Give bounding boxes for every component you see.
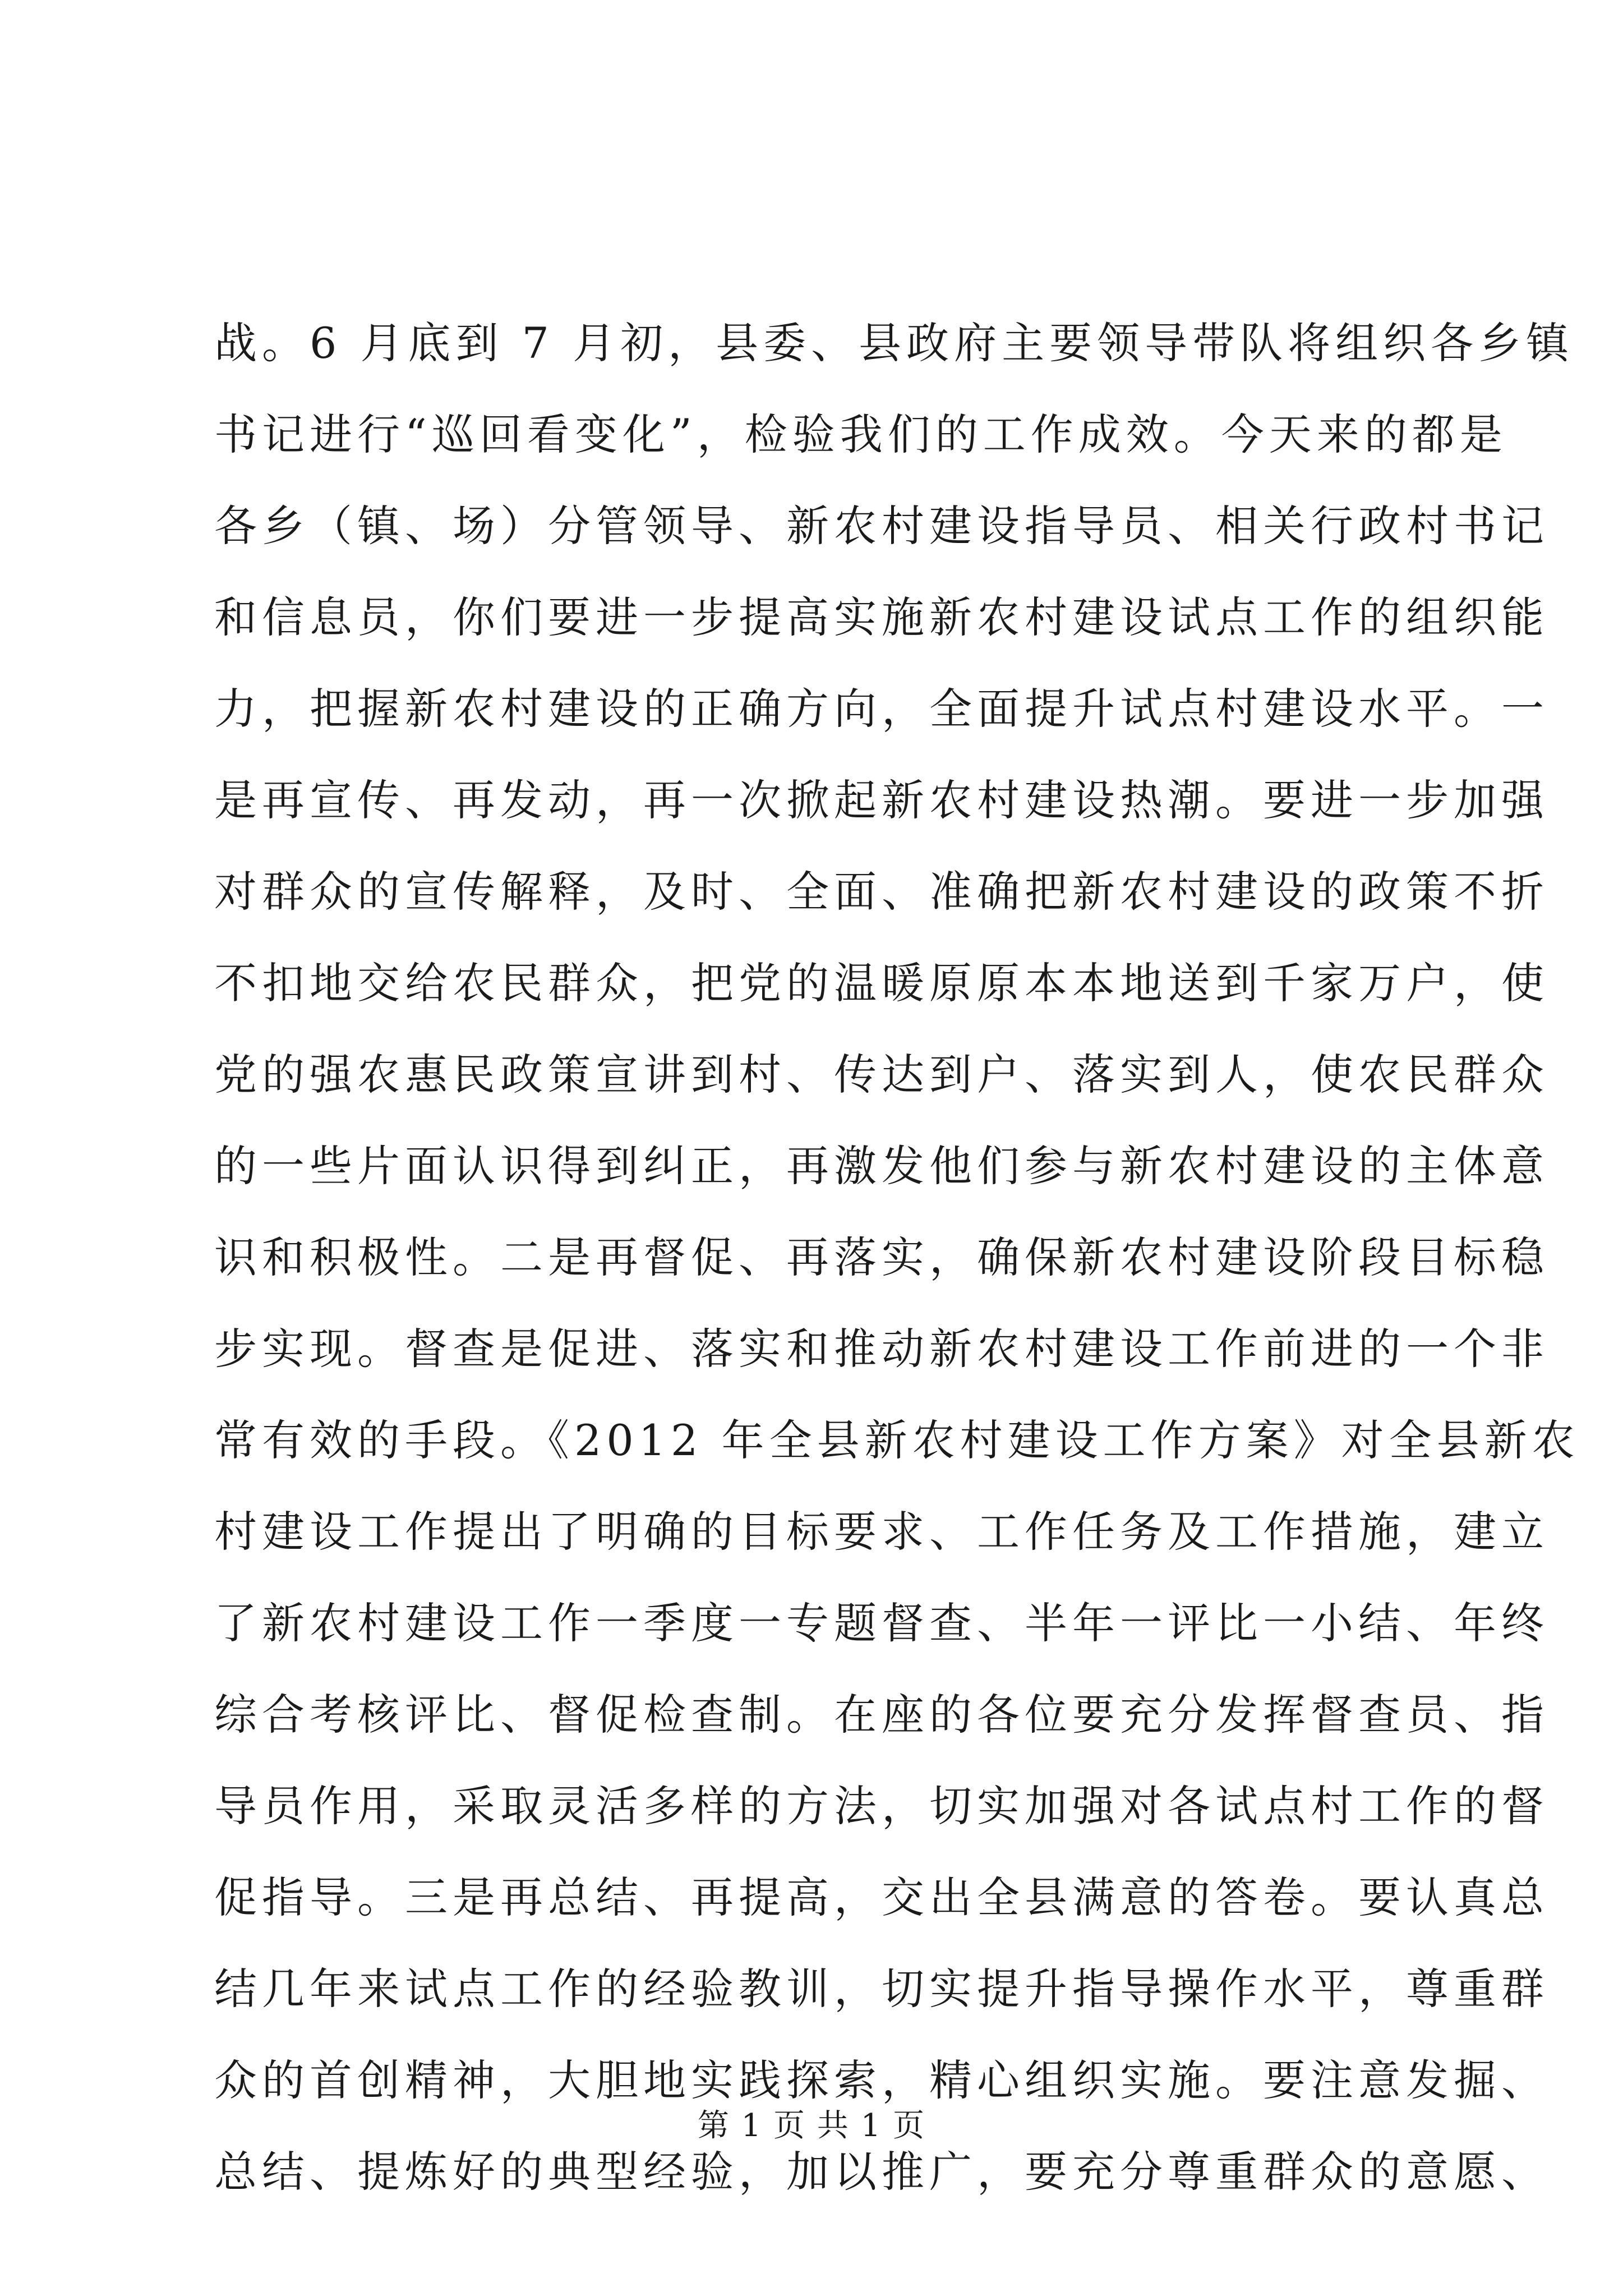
text-line: 书记进行“巡回看变化”，检验我们的工作成效。今天来的都是 [214,409,1507,459]
text-line: 综合考核评比、督促检查制。在座的各位要充分发挥督查员、指 [214,1690,1549,1740]
text-line: 是再宣传、再发动，再一次掀起新农村建设热潮。要进一步加强 [214,775,1549,825]
text-line: 常有效的手段。《2012 年全县新农村建设工作方案》对全县新农 [214,1415,1580,1465]
text-line: 村建设工作提出了明确的目标要求、工作任务及工作措施，建立 [214,1507,1549,1557]
text-line: 导员作用，采取灵活多样的方法，切实加强对各试点村工作的督 [214,1781,1549,1831]
text-line: 促指导。三是再总结、再提高，交出全县满意的答卷。要认真总 [214,1872,1549,1922]
text-line: 识和积极性。二是再督促、再落实，确保新农村建设阶段目标稳 [214,1232,1549,1282]
body-text [214,297,1580,2217]
page-number-footer: 第 1 页 共 1 页 [697,2108,926,2144]
text-line: 结几年来试点工作的经验教训，切实提升指导操作水平，尊重群 [214,1964,1549,2014]
text-line: 党的强农惠民政策宣讲到村、传达到户、落实到人，使农民群众 [214,1050,1549,1099]
text-line: 步实现。督查是促进、落实和推动新农村建设工作前进的一个非 [214,1324,1549,1374]
text-line: 了新农村建设工作一季度一专题督查、半年一评比一小结、年终 [214,1598,1549,1648]
text-line: 众的首创精神，大胆地实践探索，精心组织实施。要注意发掘、 [214,2055,1549,2105]
text-line: 不扣地交给农民群众，把党的温暖原原本本地送到千家万户，使 [214,958,1549,1008]
text-line: 战。6 月底到 7 月初，县委、县政府主要领导带队将组织各乡镇 [214,318,1574,368]
text-line: 力，把握新农村建设的正确方向，全面提升试点村建设水平。一 [214,684,1549,734]
text-line: 对群众的宣传解释，及时、全面、准确把新农村建设的政策不折 [214,867,1549,917]
text-line: 各乡（镇、场）分管领导、新农村建设指导员、相关行政村书记 [214,501,1549,551]
text-line: 总结、提炼好的典型经验，加以推广，要充分尊重群众的意愿、 [214,2147,1549,2197]
text-line: 的一些片面认识得到纠正，再激发他们参与新农村建设的主体意 [214,1141,1549,1191]
text-line: 和信息员，你们要进一步提高实施新农村建设试点工作的组织能 [214,592,1549,642]
